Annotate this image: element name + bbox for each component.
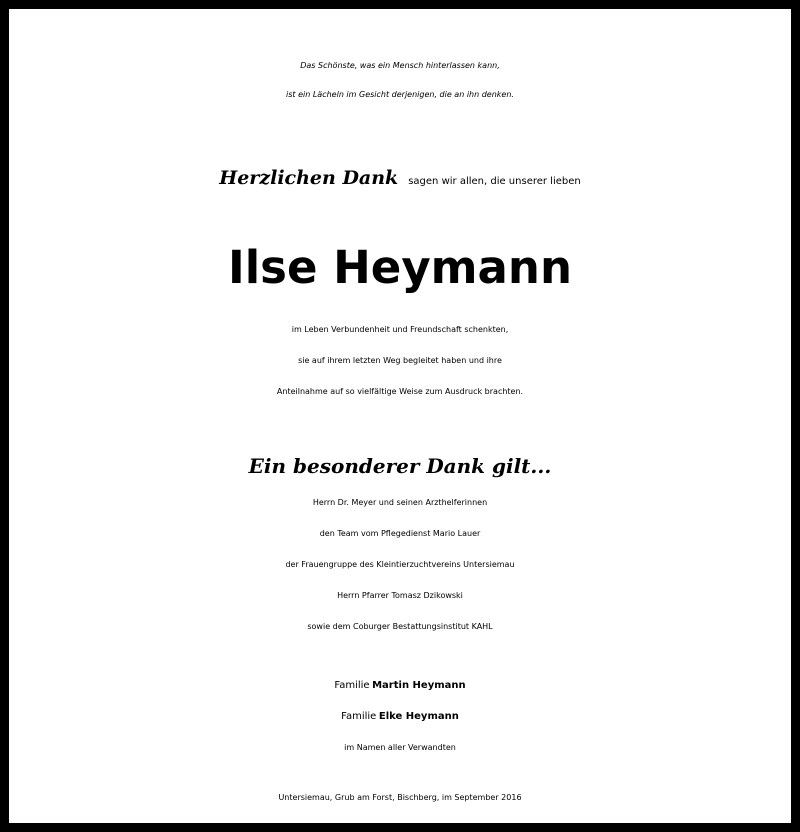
signature-prefix: Familie	[341, 711, 377, 722]
thanks-heading: Herzlichen Dank	[219, 167, 399, 189]
special-thanks-line-2: den Team vom Pflegedienst Mario Lauer	[319, 529, 481, 538]
deceased-name: Ilse Heymann	[228, 241, 572, 294]
body-line-2: sie auf ihrem letzten Weg begleitet haben und ihre	[298, 356, 502, 365]
special-thanks-line-1: Herrn Dr. Meyer und seinen Arzthelferinnen	[312, 498, 488, 507]
thanks-text: sagen wir allen, die unserer lieben	[408, 176, 581, 187]
quote-line-2: ist ein Lächeln im Gesicht derjenigen, die an ihn denken.	[286, 90, 514, 99]
relatives-line: im Namen aller Verwandten	[344, 743, 456, 752]
special-thanks-line-3: der Frauengruppe des Kleintierzuchtvereins Untersiemau	[285, 560, 515, 569]
special-thanks-line-4: Herrn Pfarrer Tomasz Dzikowski	[337, 591, 463, 600]
quote-line-1: Das Schönste, was ein Mensch hinterlassen kann,	[300, 61, 500, 70]
special-thanks-line-5: sowie dem Coburger Bestattungsinstitut KAHL	[307, 622, 493, 631]
signature-name: Martin Heymann	[372, 680, 466, 691]
special-thanks-heading: Ein besonderer Dank gilt...	[248, 454, 552, 478]
thanks-line	[9, 167, 791, 189]
signature-line-2	[9, 701, 791, 732]
place-date-line: Untersiemau, Grub am Forst, Bischberg, im September 2016	[278, 793, 522, 802]
signature-prefix: Familie	[334, 680, 370, 691]
signature-name: Elke Heymann	[378, 711, 459, 722]
signature-line-1	[9, 670, 791, 701]
body-line-1: im Leben Verbundenheit und Freundschaft schenkten,	[291, 325, 509, 334]
body-line-3: Anteilnahme auf so vielfältige Weise zum Ausdruck brachten.	[276, 387, 524, 396]
